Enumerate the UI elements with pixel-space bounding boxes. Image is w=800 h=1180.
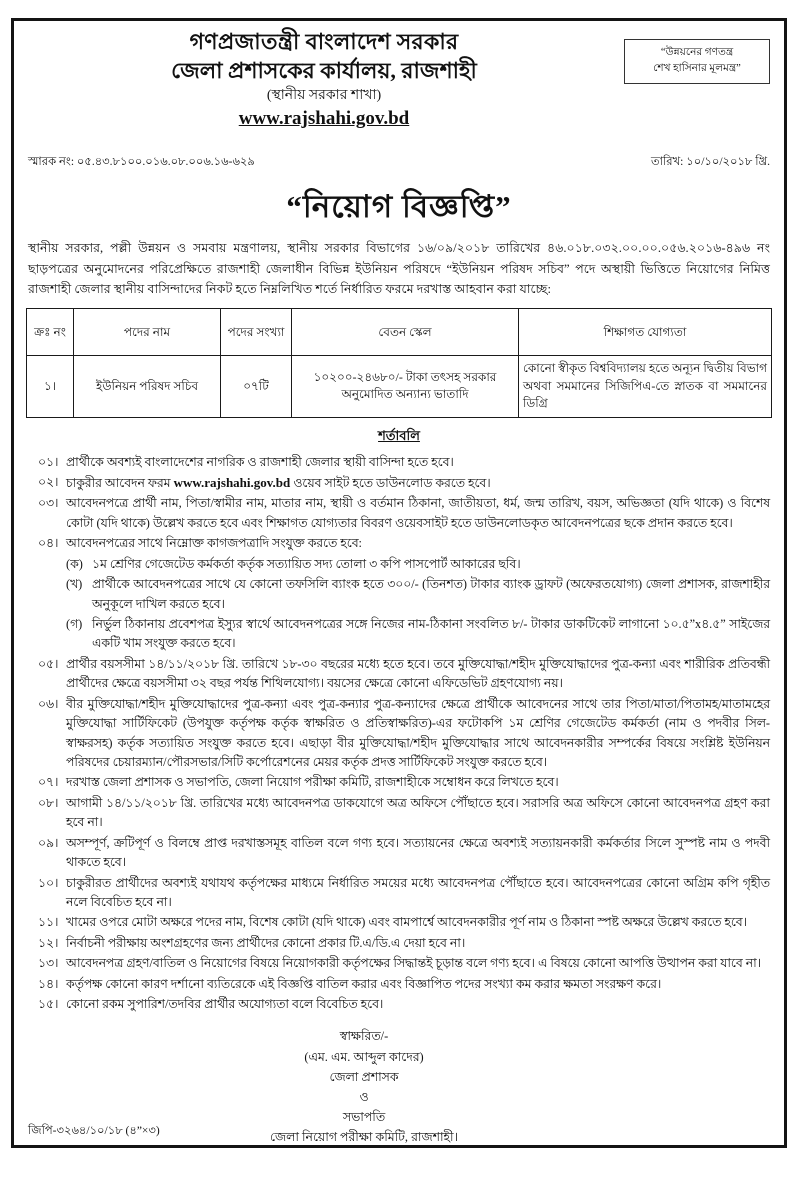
signatory-designation-2: সভাপতি — [342, 1109, 386, 1124]
condition-text: নির্বাচনী পরীক্ষায় অংশগ্রহণের জন্য প্রার্থীদের কোনো প্রকার টি.এ/ডি.এ দেয়া হবে না। — [66, 935, 466, 950]
condition-number: ১২। — [38, 935, 59, 950]
table-row — [27, 356, 772, 417]
signatory-designation-1: জেলা প্রশাসক — [329, 1069, 399, 1084]
condition-item — [26, 695, 772, 773]
condition-number: ০৬। — [38, 696, 59, 711]
condition-text: বীর মুক্তিযোদ্ধা/শহীদ মুক্তিযোদ্ধাদের পুত্র-কন্যা এবং পুত্র-কন্যার পুত্র-কন্যাদের ক্ষেত্রে প্রার্থীকে আবেদনের সাথে তার পিতা/মাতা/পিতামহ/মাতামহের মুক্তিযোদ্ধা সার্টিফিকেট (উপযুক্ত কর্তৃপক্ষ কর্তৃক স্বাক্ষরিত ও প্রতিস্বাক্ষরিত)-এর ফটোকপি ১ম শ্রেণির গেজেটেড কর্মকর্তা (নাম ও পদবীর সিল-স্বাক্ষরসহ) কর্তৃক সত্যায়িত সংযুক্ত করতে হবে। এছাড়া বীর মুক্তিযোদ্ধা/শহীদ মুক্তিযোদ্ধার সাথে আবেদনকারীর সম্পর্কের বিষয়ে সংশ্লিষ্ট ইউনিয়ন পরিষদের চেয়ারম্যান/পৌরসভার/সিটি কর্পোরেশনের মেয়র কর্তৃক প্রদত্ত সার্টিফিকেট সংযুক্ত করতে হবে। — [66, 696, 770, 769]
condition-item — [26, 995, 772, 1014]
condition-number: ১৪। — [38, 976, 59, 991]
page-title: “নিয়োগ বিজ্ঞপ্তি” — [286, 189, 512, 224]
condition-text: কোনো রকম সুপারিশ/তদবির প্রার্থীর অযোগ্যতা বলে বিবেচিত হবে। — [66, 997, 384, 1012]
memo-date: তারিখ: ১০/১০/২০১৮ খ্রি. — [651, 156, 770, 168]
signatory-committee: জেলা নিয়োগ পরীক্ষা কমিটি, রাজশাহী। — [269, 1129, 459, 1144]
cell-pay-scale: ১০২০০-২৪৬৮০/- টাকা তৎসহ সরকার অনুমোদিত অন্যান্য ভাতাদি — [292, 356, 519, 417]
condition-text: প্রার্থীকে অবশ্যই বাংলাদেশের নাগরিক ও রাজশাহী জেলার স্থায়ী বাসিন্দা হতে হবে। — [66, 454, 454, 469]
intro-paragraph: স্থানীয় সরকার, পল্লী উন্নয়ন ও সমবায় মন্ত্রণালয়, স্থানীয় সরকার বিভাগের ১৬/০৯/২০১৮ তারিখের ৪৬.০১৮.০৩২.০০.০০.০৫৬.২০১৬-৪৯৬ নং ছাড়পত্রের অনুমোদনের পরিপ্রেক্ষিতে রাজশাহী জেলাধীন বিভিন্ন ইউনিয়ন পরিষদে “ইউনিয়ন পরিষদ সচিব” পদে অস্থায়ী ভিত্তিতে নিয়োগের নিমিত্ত রাজশাহী জেলার স্থানীয় বাসিন্দাদের নিকট হতে নিম্নলিখিত শর্তে নির্ধারিত ফরমে দরখাস্ত আহবান করা যাচ্ছে: — [28, 241, 770, 296]
condition-text: খামের ওপরে মোটা অক্ষরে পদের নাম, বিশেষ কোটা (যদি থাকে) এবং বামপার্শ্বে আবেদনকারীর পূর্ণ নাম ও ঠিকানা স্পষ্ট অক্ষরে উল্লেখ করতে হবে। — [66, 915, 748, 930]
website-link[interactable]: www.rajshahi.gov.bd — [238, 108, 410, 130]
cell-post-name: ইউনিয়ন পরিষদ সচিব — [74, 356, 221, 417]
condition-number: ১১। — [38, 915, 59, 930]
th-serial: ক্রঃ নং — [27, 309, 74, 356]
press-code: জিপি-৩২৬৪/১০/১৮ (৪”×৩) — [28, 1125, 160, 1137]
posts-table — [26, 308, 772, 417]
government-name: গণপ্রজাতন্ত্রী বাংলাদেশ সরকার — [189, 29, 459, 54]
cell-post-count: ০৭টি — [221, 356, 292, 417]
condition-text: প্রার্থীর বয়সসীমা ১৪/১১/২০১৮ খ্রি. তারিখে ১৮-৩০ বছরের মধ্যে হতে হবে। তবে মুক্তিযোদ্ধা/শহীদ মুক্তিযোদ্ধাদের পুত্র-কন্যা এবং শারীরিক প্রতিবন্ধী প্রার্থীদের ক্ষেত্রে বয়সসীমা ৩২ বছর পর্যন্ত শিথিলযোগ্য। বয়সের ক্ষেত্রে কোনো এফিডেভিট গ্রহণযোগ্য নয়। — [66, 656, 770, 691]
condition-text: কর্তৃপক্ষ কোনো কারণ দর্শানো ব্যতিরেকে এই বিজ্ঞপ্তি বাতিল করার এবং বিজ্ঞাপিত পদের সংখ্যা কম করার ক্ষমতা সংরক্ষণ করে। — [66, 976, 662, 991]
condition-text: আবেদনপত্র গ্রহণ/বাতিল ও নিয়োগের বিষয়ে নিয়োগকারী কর্তৃপক্ষের সিদ্ধান্তই চূড়ান্ত বলে গণ্য হবে। এ বিষয়ে কোনো আপত্তি উত্থাপন করা যাবে না। — [66, 956, 762, 971]
condition-text: আবেদনপত্রে প্রার্থী নাম, পিতা/স্বামীর নাম, মাতার নাম, স্থায়ী ও বর্তমান ঠিকানা, জাতীয়তা, ধর্ম, জন্ম তারিখ, বয়স, অভিজ্ঞতা (যদি থাকে) ও বিশেষ কোটা (যদি থাকে) উল্লেখ করতে হবে এবং শিক্ষাগত যোগ্যতার বিবরণ ওয়েবসাইট হতে ডাউনলোডকৃত আবেদনপত্রের ছকে প্রদান করতে হবে। — [66, 496, 770, 530]
sub-condition-label: (খ) — [66, 577, 83, 592]
motto-line-1: “উন্নয়নের গণতন্ত্র — [660, 47, 734, 58]
document-header — [26, 27, 772, 145]
sub-condition-text: প্রার্থীকে আবেদনপত্রের সাথে যে কোনো তফসিলি ব্যাংক হতে ৩০০/- (তিনশত) টাকার ব্যাংক ড্রাফট (অফেরতযোগ্য) জেলা প্রশাসক, রাজশাহীর অনুকূলে দাখিল করতে হবে। — [92, 577, 770, 611]
condition-item — [26, 655, 772, 694]
condition-text: দরখাস্ত জেলা প্রশাসক ও সভাপতি, জেলা নিয়োগ পরীক্ষা কমিটি, রাজশাহীকে সম্বোধন করে লিখতে হবে। — [66, 775, 559, 790]
condition-number: ১০। — [38, 875, 59, 890]
condition-item — [26, 494, 772, 533]
sub-condition-text: নির্ভুল ঠিকানায় প্রবেশপত্র ইস্যুর স্বার্থে আবেদনপত্রের সঙ্গে নিজের নাম-ঠিকানা সংবলিত ৮/- টাকার ডাকটিকেট লাগানো ১০.৫”x৪.৫” সাইজের একটি খাম সংযুক্ত করতে হবে। — [92, 617, 770, 651]
th-education: শিক্ষাগত যোগ্যতা — [519, 309, 772, 356]
cell-education: কোনো স্বীকৃত বিশ্ববিদ্যালয় হতে অন্যূন দ্বিতীয় বিভাগ অথবা সমমানের সিজিপিএ-তে স্নাতক বা সমমানের ডিগ্রি — [519, 356, 772, 417]
condition-item — [26, 794, 772, 833]
table-header-row — [27, 309, 772, 356]
signature-sd: স্বাক্ষরিত/- — [339, 1029, 389, 1044]
condition-text: অসম্পূর্ণ, ক্রটিপূর্ণ ও বিলম্বে প্রাপ্ত দরখাস্তসমূহ বাতিল বলে গণ্য হবে। সত্যায়নের ক্ষেত্রে অবশ্যই সত্যায়নকারী কর্মকর্তার সিলে সুস্পষ্ট নাম ও পদবী থাকতে হবে। — [66, 835, 770, 870]
condition-text: চাকুরীরত প্রার্থীদের অবশ্যই যথাযথ কর্তৃপক্ষের মাধ্যমে নির্ধারিত সময়ের মধ্যে আবেদনপত্র পৌঁছাতে হবে। আবেদনপত্রের কোনো অগ্রিম কপি গৃহীত নলে বিবেচিত হবে না। — [66, 875, 770, 909]
signatory-name: (এম. এম. আব্দুল কাদের) — [304, 1049, 424, 1064]
conditions-list — [26, 453, 772, 1015]
condition-text — [66, 473, 772, 494]
condition-item — [26, 874, 772, 913]
condition-number: ০৮। — [38, 795, 59, 810]
sub-condition-item — [66, 575, 770, 614]
th-post-name: পদের নাম — [74, 309, 221, 356]
motto-line-2: শেখ হাসিনার মূলমন্ত্র” — [653, 62, 741, 74]
sub-condition-label: (ক) — [66, 556, 83, 571]
condition-item — [26, 913, 772, 932]
condition-item — [26, 773, 772, 792]
condition-number: ০২। — [38, 474, 59, 489]
sub-condition-item — [66, 615, 770, 654]
memo-number: স্মারক নং: ০৫.৪৩.৮১০০.০১৬.০৮.০০৬.১৬-৬২৯ — [28, 156, 255, 168]
condition-text-after: ওয়েব সাইট হতে ডাউনলোড করতে হবে। — [290, 475, 491, 490]
condition-item — [26, 975, 772, 994]
signature-inner — [244, 1026, 484, 1147]
conditions-heading: শর্তাবলি — [378, 427, 420, 443]
office-name: জেলা প্রশাসকের কার্যালয়, রাজশাহী — [171, 58, 477, 84]
condition-number: ১৫। — [38, 997, 59, 1012]
condition-item — [26, 534, 772, 654]
condition-text: আগামী ১৪/১১/২০১৮ খ্রি. তারিখের মধ্যে আবেদনপত্র ডাকযোগে অত্র অফিসে পৌঁছাতে হবে। সরাসরি অত্র অফিসে কোনো আবেদনপত্র গ্রহণ করা হবে না। — [66, 795, 770, 830]
sub-condition-text: ১ম শ্রেণির গেজেটেড কর্মকর্তা কর্তৃক সত্যায়িত সদ্য তোলা ৩ কপি পাসপোর্ট আকারের ছবি। — [92, 556, 521, 571]
notice-frame — [11, 18, 787, 1148]
th-pay-scale: বেতন স্কেল — [292, 309, 519, 356]
branch-name: (স্থানীয় সরকার শাখা) — [266, 88, 382, 104]
cell-serial: ১। — [27, 356, 74, 417]
condition-item — [26, 934, 772, 953]
sub-condition-label: (গ) — [66, 617, 83, 632]
sub-condition-item — [66, 555, 770, 574]
memo-row — [26, 153, 772, 172]
condition-item — [26, 453, 772, 472]
condition-sub-list — [66, 555, 770, 654]
application-form-link[interactable]: www.rajshahi.gov.bd — [173, 474, 291, 490]
condition-number: ১৩। — [38, 956, 59, 971]
condition-number: ০৪। — [38, 536, 59, 551]
condition-number: ০১। — [38, 454, 59, 469]
condition-number: ০৭। — [38, 775, 59, 790]
condition-text — [66, 534, 772, 654]
signatory-and: ও — [359, 1089, 369, 1104]
condition-number: ০৯। — [38, 835, 59, 850]
condition-number: ০৫। — [38, 656, 59, 671]
condition-number: ০৩। — [38, 496, 59, 511]
condition-text-before: চাকুরীর আবেদন ফরম — [66, 475, 174, 490]
th-post-count: পদের সংখ্যা — [221, 309, 292, 356]
condition-item — [26, 834, 772, 873]
condition-item — [26, 954, 772, 973]
condition-item — [26, 473, 772, 494]
motto-box — [624, 39, 770, 84]
condition-lead-text: আবেদনপত্রের সাথে নিম্নোক্ত কাগজপত্রাদি সংযুক্ত করতে হবে: — [66, 536, 362, 551]
